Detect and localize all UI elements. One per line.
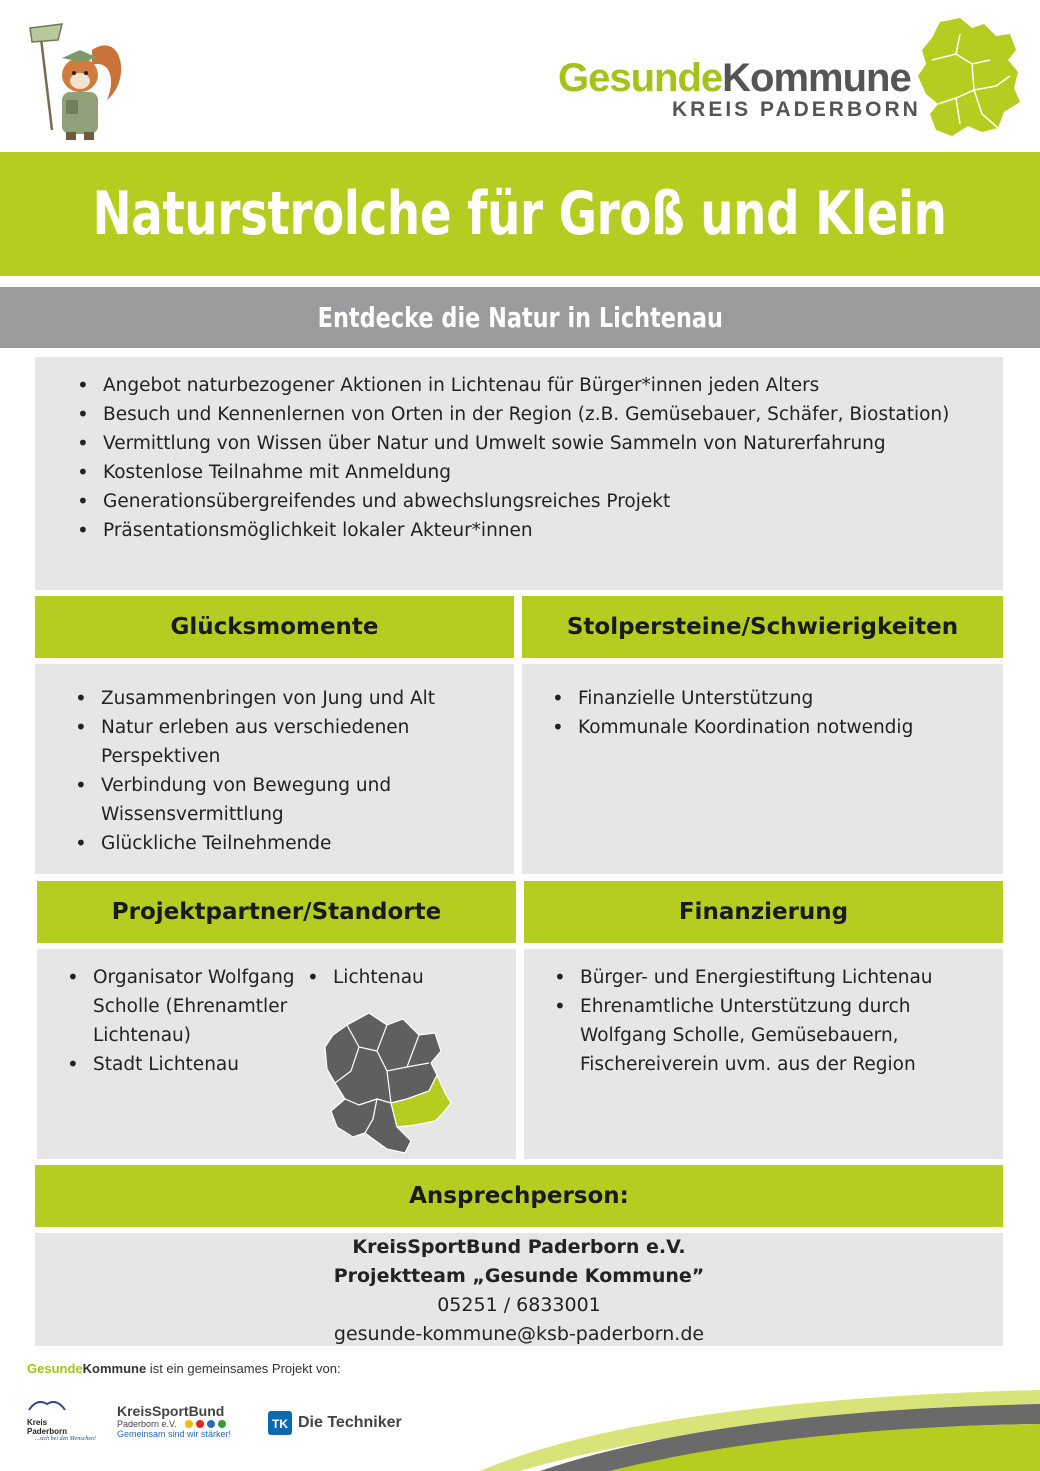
contact-header: [35, 1165, 1003, 1227]
contact-organization: KreisSportBund Paderborn e.V.: [352, 1236, 686, 1258]
funding-header: [524, 881, 1003, 943]
obstacles-list: [552, 684, 992, 742]
obstacles-header: [522, 596, 1003, 658]
brand-logo-part2: Kommune: [722, 56, 911, 100]
list-item: • Vermittlung von Wissen über Natur und Umwelt sowie Sammeln von Naturerfahrung: [77, 429, 977, 458]
contact-phone[interactable]: 05251 / 6833001: [437, 1294, 601, 1316]
kreis-paderborn-emblem-icon: [27, 1396, 67, 1414]
list-item: • Lichtenau: [307, 963, 487, 992]
list-item: • Verbindung von Bewegung und Wissensvermittlung: [75, 771, 495, 829]
subtitle-banner: [0, 287, 1040, 348]
kreissportbund-logo: [117, 1404, 257, 1446]
list-item: • Kostenlose Teilnahme mit Anmeldung: [77, 458, 977, 487]
funding-heading: Finanzierung: [678, 899, 849, 925]
kreis-logo-line1: Kreis: [27, 1418, 48, 1427]
list-item: • Finanzielle Unterstützung: [552, 684, 992, 713]
ksb-logo-tagline: Gemeinsam sind wir stärker!: [117, 1429, 232, 1439]
page-subtitle: Entdecke die Natur in Lichtenau: [317, 301, 723, 334]
list-item: • Organisator Wolfgang Scholle (Ehrenamtler Lichtenau): [67, 963, 303, 1050]
page-title: Naturstrolche für Groß und Klein: [92, 179, 948, 249]
funding-panel: [524, 949, 1003, 1159]
contact-heading: Ansprechperson:: [409, 1183, 629, 1209]
contact-panel: [35, 1233, 1003, 1346]
kreis-logo-line2: Paderborn: [27, 1427, 68, 1436]
happy-moments-header: [35, 596, 514, 658]
techniker-logo-name: Die Techniker: [298, 1414, 402, 1431]
obstacles-heading: Stolpersteine/Schwierigkeiten: [566, 614, 959, 640]
list-item: • Generationsübergreifendes und abwechslungsreiches Projekt: [77, 487, 977, 516]
list-item: • Stadt Lichtenau: [67, 1050, 303, 1079]
techniker-logo: [268, 1411, 402, 1435]
techniker-tk-icon: [268, 1411, 292, 1435]
partners-header: [37, 881, 516, 943]
locations-list: [307, 963, 487, 992]
title-banner: [0, 152, 1040, 276]
kreis-paderborn-logo: [27, 1396, 99, 1448]
footer-brand-part2: Kommune: [82, 1361, 147, 1376]
contact-team: Projektteam „Gesunde Kommune”: [333, 1265, 705, 1287]
svg-text:TK: TK: [272, 1417, 288, 1431]
happy-moments-heading: Glücksmomente: [170, 614, 379, 640]
partners-list: [67, 963, 303, 1079]
district-map-logo-icon: [912, 14, 1024, 140]
decorative-swoosh: [480, 1380, 1040, 1471]
list-item: • Angebot naturbezogener Aktionen in Lichtenau für Bürger*innen jeden Alters: [77, 371, 977, 400]
ksb-logo-name: KreisSportBund: [117, 1403, 225, 1419]
footer-brand-part1: Gesunde: [27, 1361, 83, 1376]
squirrel-mascot-icon: [22, 20, 132, 145]
ksb-logo-sub: Paderborn e.V.: [117, 1419, 177, 1429]
list-item: • Ehrenamtliche Unterstützung durch Wolfgang Scholle, Gemüsebauern, Fischereiverein uvm. aus der Region: [554, 992, 984, 1079]
list-item: • Glückliche Teilnehmende: [75, 829, 495, 858]
list-item: • Bürger- und Energiestiftung Lichtenau: [554, 963, 984, 992]
brand-logo: [558, 56, 911, 100]
partners-panel: [37, 949, 516, 1159]
intro-list: [77, 371, 977, 545]
list-item: • Zusammenbringen von Jung und Alt: [75, 684, 495, 713]
kreis-logo-tagline: ...sich bei den Menschen!: [35, 1436, 96, 1442]
funding-list: [554, 963, 984, 1079]
brand-logo-subtitle: KREIS PADERBORN: [672, 98, 921, 121]
partners-heading: Projektpartner/Standorte: [111, 899, 442, 925]
ksb-dots-icon: [185, 1420, 226, 1428]
footer-text: ist ein gemeinsames Projekt von:: [146, 1361, 341, 1376]
footer-note: [27, 1361, 341, 1376]
intro-panel: [35, 357, 1003, 590]
happy-moments-panel: [35, 664, 514, 874]
brand-logo-part1: Gesunde: [558, 56, 723, 100]
list-item: • Natur erleben aus verschiedenen Perspektiven: [75, 713, 495, 771]
list-item: • Kommunale Koordination notwendig: [552, 713, 992, 742]
obstacles-panel: [522, 664, 1003, 874]
contact-email[interactable]: gesunde-kommune@ksb-paderborn.de: [333, 1323, 705, 1345]
list-item: • Präsentationsmöglichkeit lokaler Akteur*innen: [77, 516, 977, 545]
lichtenau-location-map-icon: [317, 1007, 457, 1155]
happy-moments-list: [75, 684, 495, 858]
list-item: • Besuch und Kennenlernen von Orten in der Region (z.B. Gemüsebauer, Schäfer, Biostation): [77, 400, 977, 429]
